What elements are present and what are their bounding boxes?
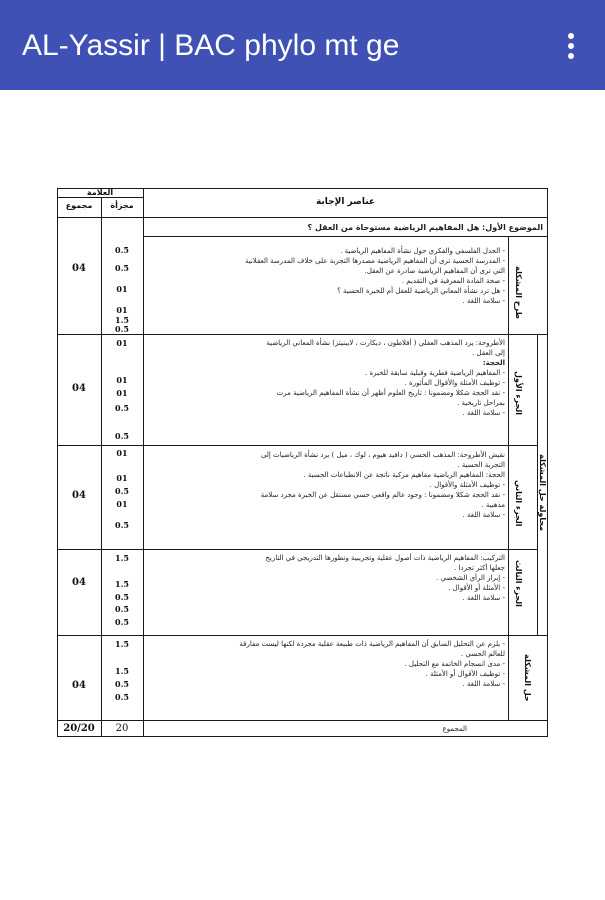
- section-label: الجزء الثاني: [514, 479, 523, 527]
- section-score: 1.5: [115, 666, 129, 676]
- section-lines: [147, 246, 505, 306]
- table-divider: [508, 236, 509, 720]
- answer-line: التركيب: المفاهيم الرياضية ذات أصول عقلية وتجريبية وتطورها التدريجي في التاريخ: [265, 554, 505, 562]
- section-score: 0.5: [115, 617, 129, 627]
- answer-line: مذهبية .: [481, 501, 505, 509]
- section-lines: [147, 450, 505, 520]
- table-divider: [57, 635, 548, 636]
- section-score: 1.5: [115, 553, 129, 563]
- answer-line: - نقد الحجة شكلا ومضمونا : تاريخ العلوم أظهر أن نشأة المفاهيم الرياضية مرت: [276, 389, 505, 397]
- table-border: [547, 188, 548, 737]
- answer-line: - سلامة اللغة .: [462, 297, 505, 305]
- section-score: 01: [116, 305, 128, 315]
- answer-line: - مدى انسجام الخاتمة مع التحليل .: [404, 660, 505, 668]
- table-border: [57, 736, 548, 737]
- section-score: 0.5: [115, 431, 129, 441]
- app-bar: [0, 0, 605, 90]
- section-total: 04: [72, 490, 86, 501]
- section-score: 1.5: [115, 639, 129, 649]
- answer-line: - سلامة اللغة .: [462, 511, 505, 519]
- answer-line: - توظيف الأقوال أو الأمثلة .: [425, 670, 505, 678]
- answer-line: - توظيف الأمثلة والأقوال المأثورة .: [404, 379, 505, 387]
- section-score: 0.5: [115, 592, 129, 602]
- table-divider: [57, 334, 548, 335]
- section-score: 0.5: [115, 245, 129, 255]
- section-label: حل المشكلة: [523, 654, 532, 702]
- overflow-menu-button[interactable]: [556, 28, 586, 64]
- section-score: 01: [116, 499, 128, 509]
- answer-line: الحجة: المفاهيم الرياضية مفاهيم مركبة ناتجة عن الانطباعات الحسية .: [303, 471, 505, 479]
- section-lines: [147, 639, 505, 689]
- grade-header: العلامة: [86, 188, 114, 197]
- section-label: الجزء الأول: [514, 371, 523, 415]
- section-score: 01: [116, 473, 128, 483]
- answer-line: جعلها أكثر تجردا .: [454, 564, 505, 572]
- section-score: 01: [116, 375, 128, 385]
- section-lines: [147, 338, 505, 418]
- answer-line: التي ترى أن المفاهيم الرياضية صادرة عن العقل.: [364, 267, 505, 275]
- answer-key-table: [57, 188, 548, 737]
- answer-line: نقيض الأطروحة: المذهب الحسي ( دافيد هيوم ، لوك ، ميل ) يرد نشأة الرياضيات إلى: [260, 451, 505, 459]
- section-score: 0.5: [115, 324, 129, 334]
- answer-line: الحجة:: [482, 359, 505, 367]
- section-label: طرح المشكلة: [514, 266, 523, 320]
- answer-line: بمراحل تاريخية .: [457, 399, 505, 407]
- section-total: 04: [72, 680, 86, 691]
- topic-question: الموضوع الأول: هل المفاهيم الرياضية مستوحاة من العقل ؟: [307, 223, 543, 232]
- section-score: 0.5: [115, 692, 129, 702]
- section-score: 0.5: [115, 520, 129, 530]
- section-score: 01: [116, 338, 128, 348]
- partial-total: 20: [115, 723, 129, 734]
- section-score: 0.5: [115, 263, 129, 273]
- table-divider: [143, 188, 144, 737]
- section-score: 01: [116, 388, 128, 398]
- answer-line: إلى العقل .: [472, 349, 505, 357]
- answer-line: للعالم الحسي .: [460, 650, 505, 658]
- section-score: 0.5: [115, 604, 129, 614]
- answer-line: - سلامة اللغة .: [462, 409, 505, 417]
- section-score: 01: [116, 448, 128, 458]
- answer-line: - الجدل الفلسفي والفكري حول نشأة المفاهيم الرياضية .: [340, 247, 505, 255]
- answer-line: - المفاهيم الرياضية فطرية وقبلية سابقة للخبرة .: [365, 369, 505, 377]
- elements-header: عناصر الإجابة: [315, 197, 376, 207]
- answer-line: - إبراز الرأي الشخصي .: [436, 574, 505, 582]
- grand-total: 20/20: [63, 723, 95, 734]
- answer-line: - هل ترد نشأة المعاني الرياضية للعقل أم للخبرة الحسية ؟: [337, 287, 505, 295]
- partial-header: مجزأة: [110, 201, 134, 210]
- answer-line: - صحة المادة المعرفية في التقديم .: [401, 277, 505, 285]
- section-total: 04: [72, 577, 86, 588]
- section-total: 04: [72, 383, 86, 394]
- answer-line: - توظيف الأمثلة والأقوال .: [429, 481, 505, 489]
- table-divider: [143, 236, 548, 237]
- group-label: محاولة حل المشكلة: [538, 454, 547, 532]
- section-label: الجزء الثالث: [514, 559, 523, 607]
- section-score: 1.5: [115, 315, 129, 325]
- section-score: 0.5: [115, 679, 129, 689]
- answer-line: - يلزم عن التحليل السابق أن المفاهيم الرياضية ذات طبيعة عقلية مجردة لكنها ليست مفارقة: [239, 640, 505, 648]
- table-divider: [57, 549, 538, 550]
- answer-line: - الأمثلة أو الأقوال .: [448, 584, 505, 592]
- table-divider: [101, 197, 102, 737]
- section-score: 1.5: [115, 579, 129, 589]
- section-lines: [147, 553, 505, 603]
- answer-line: الأطروحة: يرد المذهب العقلي ( أفلاطون ، ديكارت ، لايبنيتز) نشأة المعاني الرياضية: [266, 339, 505, 347]
- answer-line: التجربة الحسية .: [457, 461, 505, 469]
- section-score: 01: [116, 284, 128, 294]
- answer-line: - نقد الحجة شكلا ومضمونا : وجود عالم واقعي حسي مستقل عن الخبرة مجرد سلامة: [260, 491, 505, 499]
- answer-line: - المدرسة الحسية ترى أن المفاهيم الرياضية مصدرها التجربة على خلاف المدرسة العقلانية: [244, 257, 505, 265]
- section-score: 0.5: [115, 486, 129, 496]
- table-divider: [57, 197, 143, 198]
- answer-line: - سلامة اللغة .: [462, 680, 505, 688]
- app-title: AL-Yassir | BAC phylo mt ge: [22, 29, 400, 62]
- section-score: 0.5: [115, 403, 129, 413]
- table-divider: [57, 217, 548, 218]
- table-divider: [57, 720, 548, 721]
- section-total: 04: [72, 263, 86, 274]
- table-divider: [57, 445, 538, 446]
- answer-line: - سلامة اللغة .: [462, 594, 505, 602]
- total-label: المجموع: [442, 725, 467, 733]
- total-header: مجموع: [65, 201, 93, 210]
